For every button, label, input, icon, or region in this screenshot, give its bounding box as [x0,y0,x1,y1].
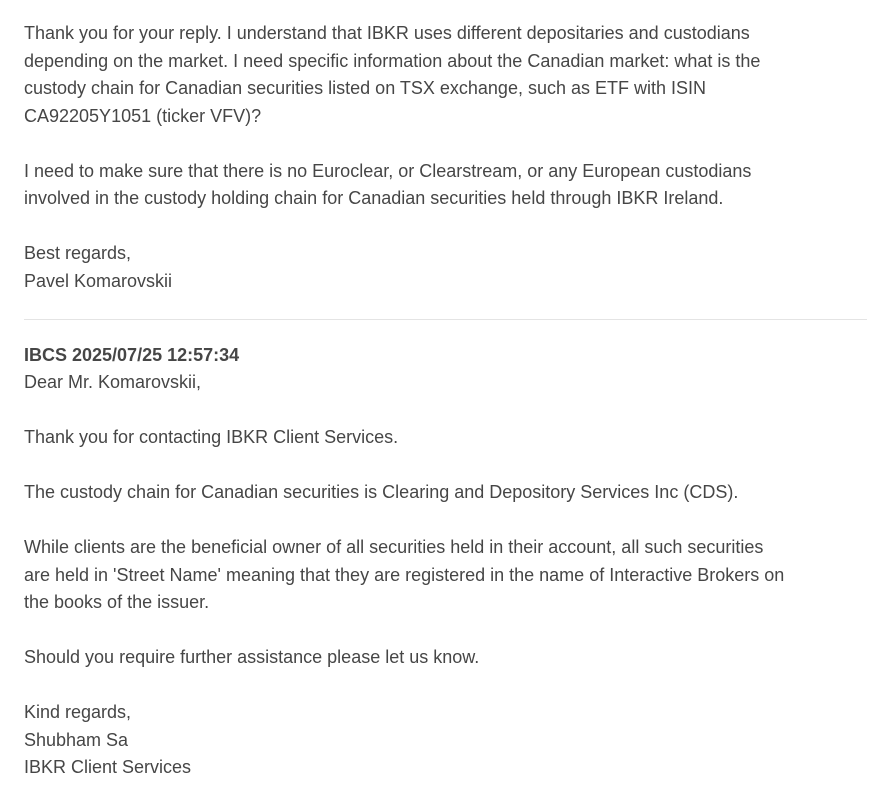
text-line: Pavel Komarovskii [24,270,173,291]
reply-message [24,342,870,782]
signature [24,699,870,782]
paragraph [24,479,870,507]
text-line: Dear Mr. Komarovskii, [24,372,202,392]
paragraph [24,424,870,452]
text-line: Thank you for contacting IBKR Client Services. [24,427,399,447]
text-line: Kind regards, [24,702,132,722]
text-line: While clients are the beneficial owner of all securities held in their account, all such securities [24,537,764,557]
signature [24,240,870,295]
text-line: Should you require further assistance please let us know. [24,647,480,667]
text-line: depending on the market. I need specific information about the Canadian market: what is the [24,50,761,71]
text-line: are held in 'Street Name' meaning that they are registered in the name of Interactive Brokers on [24,564,785,585]
text-line: I need to make sure that there is no Euroclear, or Clearstream, or any European custodians [24,160,752,181]
paragraph [24,369,870,397]
text-line: CA92205Y1051 (ticker VFV)? [24,105,262,126]
paragraph [24,158,870,213]
reply-header: IBCS 2025/07/25 12:57:34 [24,344,240,365]
paragraph [24,534,870,617]
text-line: The custody chain for Canadian securities is Clearing and Depository Services Inc (CDS). [24,482,739,502]
divider [24,319,867,320]
text-line: involved in the custody holding chain for Canadian securities held through IBKR Ireland. [24,188,724,208]
text-line: custody chain for Canadian securities listed on TSX exchange, such as ETF with ISIN [24,78,707,98]
text-line: the books of the issuer. [24,592,210,612]
text-line: Thank you for your reply. I understand that IBKR uses different depositaries and custodians [24,23,750,43]
paragraph [24,20,870,130]
text-line: Shubham Sa [24,729,129,750]
text-line: IBKR Client Services [24,757,192,777]
text-line: Best regards, [24,243,132,263]
client-message [24,20,870,295]
paragraph [24,644,870,672]
